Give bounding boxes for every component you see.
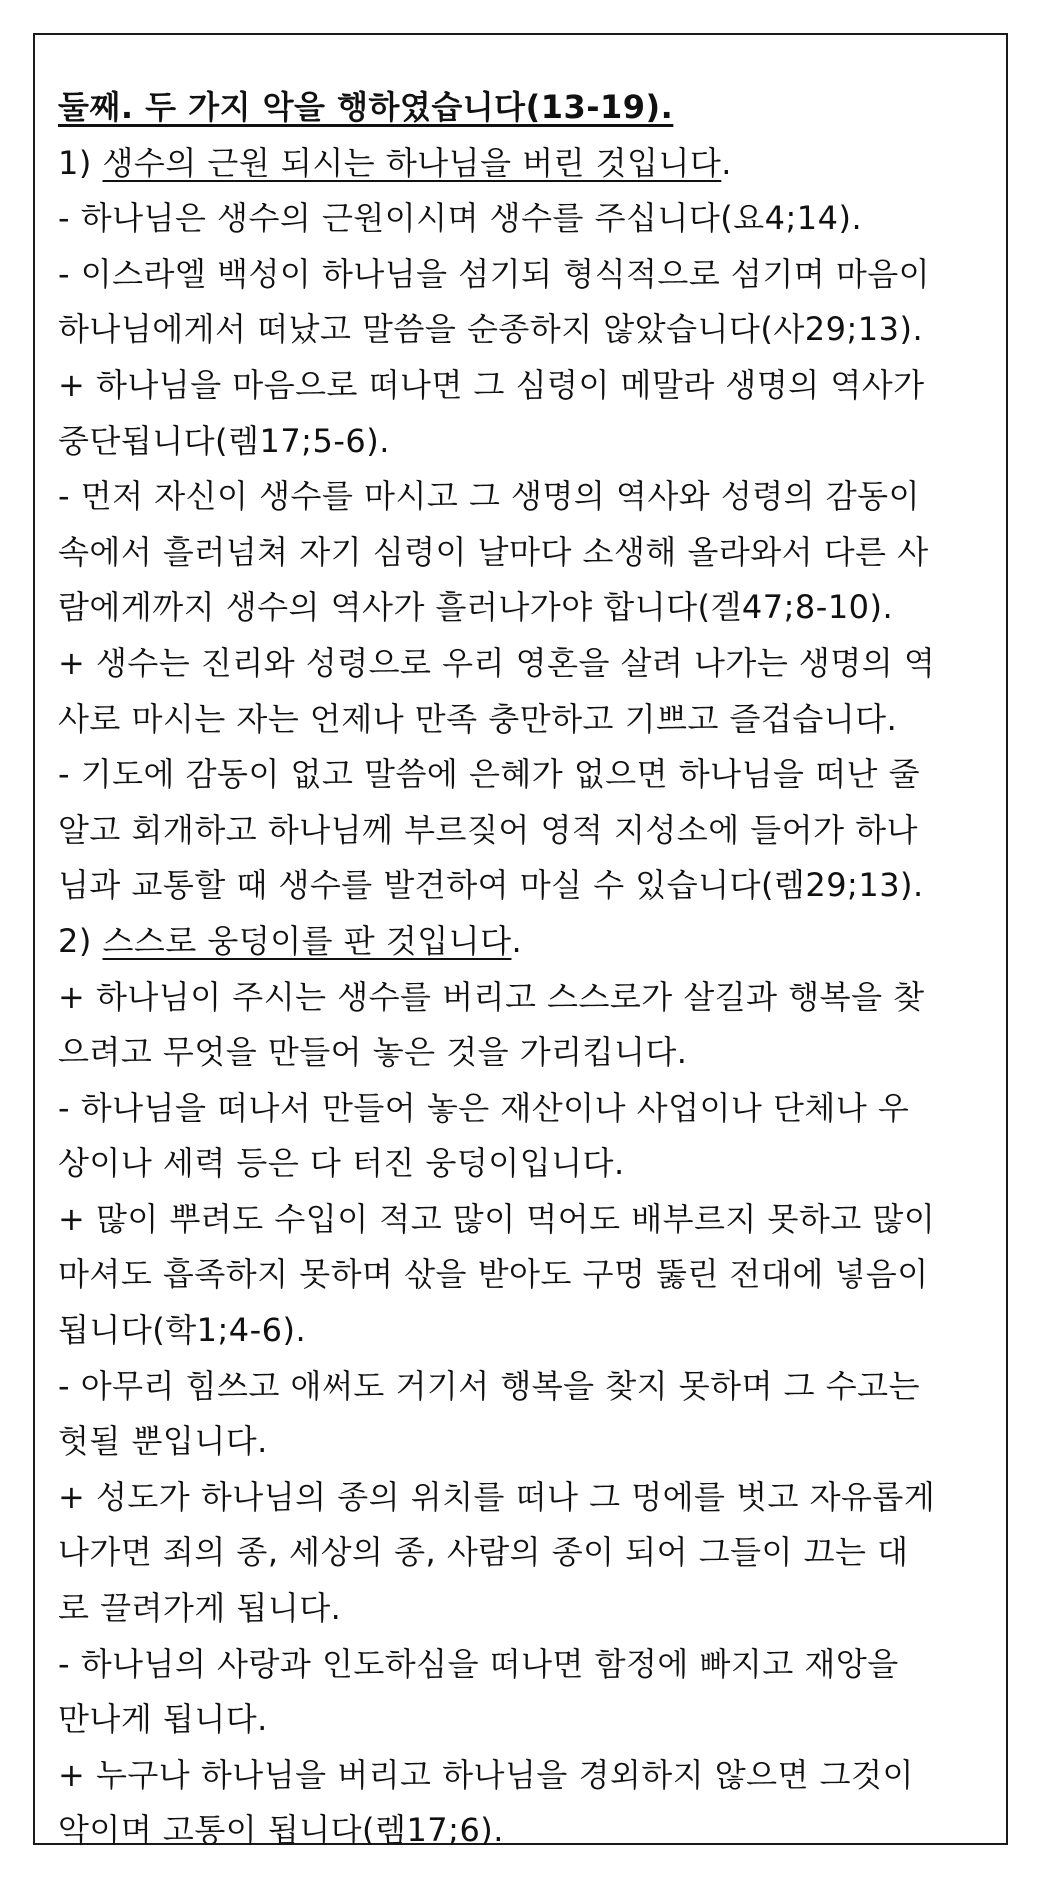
text-line: 상이나 세력 등은 다 터진 웅덩이입니다. (58, 1144, 625, 1183)
text-line: - 하나님의 사랑과 인도하심을 떠나면 함정에 빠지고 재앙을 (58, 1644, 899, 1683)
point-1-title (58, 136, 988, 192)
text-line: - 아무리 힘쓰고 애써도 거기서 행복을 찾지 못하며 그 수고는 (58, 1366, 920, 1405)
text-line: 헛될 뿐입니다. (58, 1422, 268, 1461)
text-line: 악이며 고통이 됩니다(렘17;6). (58, 1811, 504, 1850)
text-line: 속에서 흘러넘쳐 자기 심령이 날마다 소생해 올라와서 다른 사 (58, 532, 929, 571)
text-line: - 이스라엘 백성이 하나님을 섬기되 형식적으로 섬기며 마음이 (58, 254, 931, 293)
point-2-number: 2) (58, 921, 103, 960)
point-2-title (58, 914, 988, 970)
text-line: - 하나님은 생수의 근원이시며 생수를 주십니다(요4;14). (58, 199, 863, 238)
text-line: + 누구나 하나님을 버리고 하나님을 경외하지 않으면 그것이 (58, 1755, 914, 1794)
text-line: 로 끌려가게 됩니다. (58, 1589, 342, 1628)
section-heading (58, 80, 988, 136)
text-line: - 먼저 자신이 생수를 마시고 그 생명의 역사와 성령의 감동이 (58, 477, 920, 516)
text-line: 으려고 무엇을 만들어 놓은 것을 가리킵니다. (58, 1033, 688, 1072)
text-line: 나가면 죄의 종, 세상의 종, 사람의 종이 되어 그들이 끄는 대 (58, 1533, 909, 1572)
text-line: 사로 마시는 자는 언제나 만족 충만하고 기쁘고 즐겁습니다. (58, 699, 898, 738)
text-line: + 하나님을 마음으로 떠나면 그 심령이 메말라 생명의 역사가 (58, 365, 925, 404)
point-2-end: . (511, 921, 523, 960)
text-line: + 성도가 하나님의 종의 위치를 떠나 그 멍에를 벗고 자유롭게 (58, 1477, 936, 1516)
point-2-title-text: 스스로 웅덩이를 판 것입니다 (102, 921, 512, 960)
text-line: + 생수는 진리와 성령으로 우리 영혼을 살려 나가는 생명의 역 (58, 643, 936, 682)
text-line: 알고 회개하고 하나님께 부르짖어 영적 지성소에 들어가 하나 (58, 810, 919, 849)
point-1-end: . (721, 143, 732, 182)
text-line: 됩니다(학1;4-6). (58, 1311, 307, 1350)
text-line: - 기도에 감동이 없고 말씀에 은혜가 없으면 하나님을 떠난 줄 (58, 755, 920, 794)
text-line: 마셔도 흡족하지 못하며 삯을 받아도 구멍 뚫린 전대에 넣음이 (58, 1255, 929, 1294)
text-line: 람에게까지 생수의 역사가 흘러나가야 합니다(겔47;8-10). (58, 588, 894, 627)
point-1-title-text: 생수의 근원 되시는 하나님을 버린 것입니다 (102, 143, 722, 182)
text-line: - 하나님을 떠나서 만들어 놓은 재산이나 사업이나 단체나 우 (58, 1088, 910, 1127)
point-1-number: 1) (58, 143, 103, 182)
text-line: 만나게 됩니다. (58, 1700, 268, 1739)
document-body (58, 80, 988, 1859)
text-line: 하나님에게서 떠났고 말씀을 순종하지 않았습니다(사29;13). (58, 310, 924, 349)
text-line: 님과 교통할 때 생수를 발견하여 마실 수 있습니다(렘29;13). (58, 866, 924, 905)
text-line: 중단됩니다(렘17;5-6). (58, 421, 390, 460)
section-heading-text: 둘째. 두 가지 악을 행하였습니다(13-19). (58, 88, 674, 126)
text-line: + 많이 뿌려도 수입이 적고 많이 먹어도 배부르지 못하고 많이 (58, 1199, 936, 1238)
text-line: + 하나님이 주시는 생수를 버리고 스스로가 살길과 행복을 찾 (58, 977, 925, 1016)
